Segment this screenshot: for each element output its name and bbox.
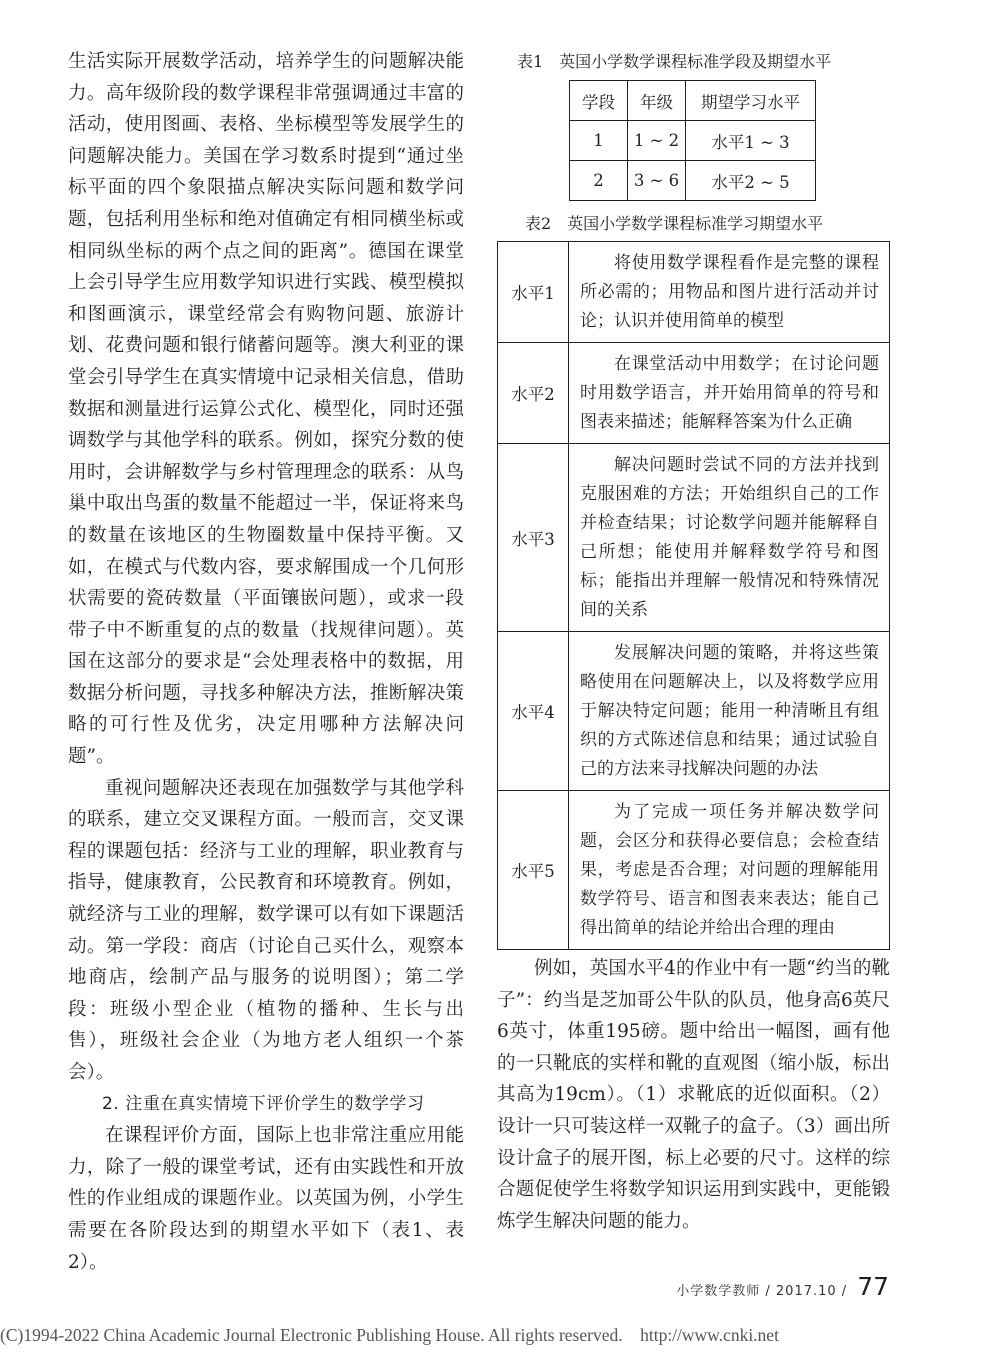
right-column xyxy=(497,953,890,1237)
level-description: 将使用数学课程看作是完整的课程所必需的；用物品和图片进行活动并讨论；认识并使用简单的模型 xyxy=(580,253,879,331)
level-cell: 水平1 xyxy=(498,242,569,343)
page-number: 77 xyxy=(857,1272,889,1301)
level-description: 解决问题时尝试不同的方法并找到克服困难的方法；开始组织自己的工作并检查结果；讨论数学问题并能解释自己所想；能使用并解释数学符号和图标；能指出并理解一般情况和特殊情况间的关系 xyxy=(580,455,879,620)
body-paragraph: 生活实际开展数学活动，培养学生的问题解决能力。高年级阶段的数学课程非常强调通过丰富的活动，使用图画、表格、坐标模型等发展学生的问题解决能力。美国在学习数系时提到“通过坐标平面的四个象限描点解决实际问题和数学问题，包括利用坐标和绝对值确定有相同横坐标或相同纵坐标的两个点之间的距离”。德国在课堂上会引导学生应用数学知识进行实践、模型模拟和图画演示，课堂经常会有购物问题、旅游计划、花费问题和银行储蓄问题等。澳大利亚的课堂会引导学生在真实情境中记录相关信息，借助数据和测量进行运算公式化、模型化，同时还强调数学与其他学科的联系。例如，探究分数的使用时，会讲解数学与乡村管理理念的联系：从鸟巢中取出鸟蛋的数量不能超过一半，保证将来鸟的数量在该地区的生物圈数量中保持平衡。又如，在模式与代数内容，要求解围成一个几何形状需要的瓷砖数量（平面镶嵌问题），或求一段带子中不断重复的点的数量（找规律问题）。英国在这部分的要求是“会处理表格中的数据，用数据分析问题，寻找多种解决方法，推断解决策略的可行性及优劣，决定用哪种方法解决问题”。 xyxy=(68,51,464,768)
table-cell: 3 ~ 6 xyxy=(628,161,686,201)
level-description: 为了完成一项任务并解决数学问题，会区分和获得必要信息；会检查结果，考虑是否合理；对问题的理解能用数学符号、语言和图表来表达；能自己得出简单的结论并给出合理的理由 xyxy=(580,802,879,938)
table-row xyxy=(498,632,890,791)
body-paragraph: 重视问题解决还表现在加强数学与其他学科的联系，建立交叉课程方面。一般而言，交叉课程的课题包括：经济与工业的理解，职业教育与指导，健康教育，公民教育和环境教育。例如，就经济与工业的理解，数学课可以有如下课题活动。第一学段：商店（讨论自己买什么，观察本地商店，绘制产品与服务的说明图）；第二学段：班级小型企业（植物的播种、生长与出售），班级社会企业（为地方老人组织一个茶会）。 xyxy=(68,777,464,1083)
table-cell: 1 xyxy=(570,121,628,161)
level-cell: 水平3 xyxy=(498,444,569,632)
table1 xyxy=(569,80,816,201)
table1-caption: 表1 英国小学数学课程标准学段及期望水平 xyxy=(517,52,832,71)
copyright-watermark: (C)1994-2022 China Academic Journal Electronic Publishing House. All rights reserved. http://www.cnki.net xyxy=(0,1325,779,1345)
page-footer xyxy=(676,1272,889,1301)
body-paragraph: 例如，英国水平4的作业中有一题“约当的靴子”：约当是芝加哥公牛队的队员，他身高6英尺6英寸，体重195磅。题中给出一幅图，画有他的一只靴底的实样和靴的直观图（缩小版，标出其高为19cm）。（1）求靴底的近似面积。（2）设计一只可装这样一双靴子的盒子。（3）画出所设计盒子的展开图，标上必要的尺寸。这样的综合题促使学生将数学知识运用到实践中，更能锻炼学生解决问题的能力。 xyxy=(497,958,890,1232)
table2 xyxy=(497,241,890,950)
table-row xyxy=(498,791,890,950)
table-cell: 1 ~ 2 xyxy=(628,121,686,161)
level-description: 发展解决问题的策略，并将这些策略使用在问题解决上，以及将数学应用于解决特定问题；能用一种清晰且有组织的方式陈述信息和结果；通过试验自己的方法来寻找解决问题的办法 xyxy=(580,643,879,779)
body-paragraph: 在课程评价方面，国际上也非常注重应用能力，除了一般的课堂考试，还有由实践性和开放性的作业组成的课题作业。以英国为例，小学生需要在各阶段达到的期望水平如下（表1、表2）。 xyxy=(68,1125,464,1273)
table-row xyxy=(498,343,890,444)
table-header-cell: 学段 xyxy=(570,81,628,121)
table-row xyxy=(570,161,816,201)
table-cell: 2 xyxy=(570,161,628,201)
level-cell: 水平4 xyxy=(498,632,569,791)
table-row xyxy=(498,444,890,632)
table-row xyxy=(498,242,890,343)
table-header-cell: 年级 xyxy=(628,81,686,121)
table-cell: 水平1 ~ 3 xyxy=(686,121,816,161)
level-cell: 水平2 xyxy=(498,343,569,444)
table-cell: 水平2 ~ 5 xyxy=(686,161,816,201)
left-column xyxy=(68,46,464,1278)
journal-name: 小学数学教师 / 2017.10 / xyxy=(676,1284,848,1299)
table-row xyxy=(570,121,816,161)
section-heading: 2. 注重在真实情境下评价学生的数学学习 xyxy=(102,1093,425,1114)
table-header-row xyxy=(570,81,816,121)
table2-caption: 表2 英国小学数学课程标准学习期望水平 xyxy=(525,214,824,233)
level-description: 在课堂活动中用数学；在讨论问题时用数学语言，并开始用简单的符号和图表来描述；能解释答案为什么正确 xyxy=(580,354,879,432)
level-cell: 水平5 xyxy=(498,791,569,950)
table-header-cell: 期望学习水平 xyxy=(686,81,816,121)
